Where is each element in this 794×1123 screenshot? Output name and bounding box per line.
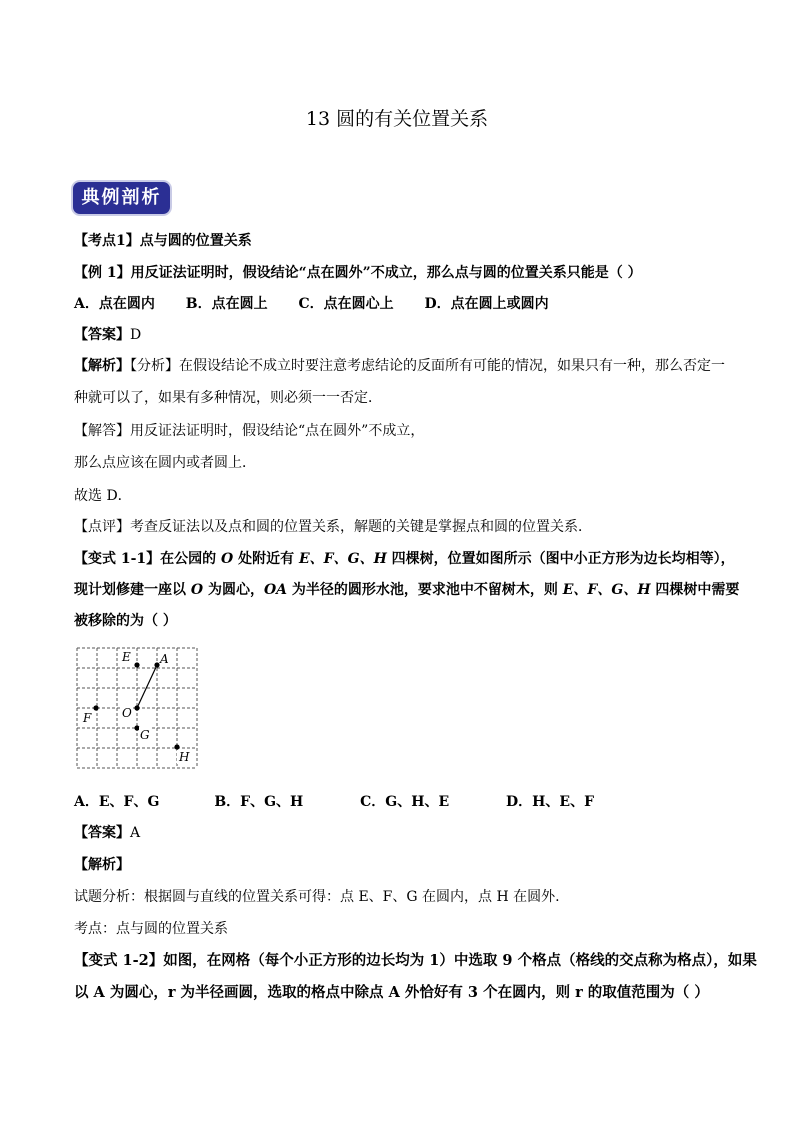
example-1-analysis-line-2: 种就可以了，如果有多种情况，则必须一一否定． <box>74 390 382 406</box>
example-1-solve-line-1: 【解答】用反证法证明时，假设结论“点在圆外”不成立， <box>74 423 425 439</box>
example-1-options <box>74 293 549 313</box>
variant-1-1-question-line-1 <box>74 548 735 568</box>
page-title: 13 圆的有关位置关系 <box>305 108 489 130</box>
answer-tag: 【答案】 <box>74 825 130 841</box>
option-d: D．H、E、F <box>506 794 595 810</box>
point-g-dot <box>134 725 139 730</box>
label-o: O <box>122 706 132 720</box>
q-text: 在公园的 <box>160 551 222 567</box>
example-1-solve-line-2: 那么点应该在圆内或者圆上． <box>74 455 256 471</box>
point-o-dot <box>134 705 139 710</box>
q-text: 为半径的圆形水池，要求池中不留树木，则 <box>287 582 563 598</box>
example-1-solve-line-3: 故选 D． <box>74 488 132 504</box>
grid-figure <box>76 647 198 769</box>
point-f-dot <box>93 705 98 710</box>
option-a: A．点在圆内 <box>74 296 155 312</box>
trees-label: E、F、G、H <box>562 582 651 598</box>
label-e: E <box>122 650 131 664</box>
point-o: O <box>221 551 234 567</box>
variant-1-2-question-line-2: 以 A 为圆心，r 为半径画圆，选取的格点中除点 A 外恰好有 3 个在圆内，则 r 的取值范围为（ ） <box>74 984 709 1001</box>
option-a: A．E、F、G <box>74 794 160 810</box>
example-tag: 【例 1】 <box>74 265 131 281</box>
q-text: 现计划修建一座以 <box>74 582 191 598</box>
q-text: 如图，在网格（每个小正方形的边长均为 1）中选取 9 个格点（格线的交点称为格点），如果 <box>163 952 757 969</box>
option-d: D．点在圆上或圆内 <box>424 296 549 312</box>
q-text: 四棵树，位置如图所示（图中小正方形为边长均相等）， <box>386 551 735 567</box>
variant-tag: 【变式 1-2】 <box>74 952 164 969</box>
trees-label: E、F、G、H <box>299 551 387 567</box>
variant-1-1-question-line-3: 被移除的为（ ） <box>74 613 177 629</box>
label-h: H <box>179 750 190 764</box>
question-text: 用反证法证明时，假设结论“点在圆外”不成立，那么点与圆的位置关系只能是（ ） <box>130 265 642 281</box>
variant-1-1-kaodian: 考点：点与圆的位置关系 <box>74 921 228 937</box>
variant-1-1-analysis: 试题分析：根据圆与直线的位置关系可得：点 E、F、G 在圆内，点 H 在圆外. <box>74 889 560 905</box>
variant-1-1-answer <box>74 822 140 842</box>
analysis-text: 【分析】在假设结论不成立时要注意考虑结论的反面所有可能的情况，如果只有一种，那么否定一 <box>130 358 725 374</box>
segment-oa: OA <box>263 582 288 598</box>
variant-1-1-question-line-2 <box>74 579 739 599</box>
option-b: B．点在圆上 <box>185 296 268 312</box>
option-c: C．G、H、E <box>360 794 450 810</box>
point-h-dot <box>174 744 179 749</box>
variant-tag: 【变式 1-1】 <box>74 551 161 567</box>
example-1-analysis-line-1 <box>74 355 725 375</box>
option-c: C．点在圆心上 <box>298 296 394 312</box>
analysis-tag: 【解析】 <box>74 358 130 374</box>
answer-tag: 【答案】 <box>74 327 130 343</box>
option-b: B．F、G、H <box>214 794 304 810</box>
label-a: A <box>160 652 169 666</box>
answer-value: A <box>130 825 141 841</box>
point-a-dot <box>154 662 159 667</box>
kaodian-heading: 【考点1】点与圆的位置关系 <box>74 233 252 249</box>
segment-oa-line <box>137 665 157 708</box>
label-f: F <box>83 711 92 725</box>
point-e-dot <box>134 662 139 667</box>
variant-1-2-question-line-1 <box>74 949 757 970</box>
variant-1-1-options <box>74 791 594 811</box>
example-1-answer <box>74 324 141 344</box>
label-g: G <box>140 728 150 742</box>
answer-value: D <box>130 327 142 343</box>
q-text: 四棵树中需要 <box>650 582 740 598</box>
variant-1-1-analysis-tag: 【解析】 <box>74 857 130 873</box>
section-banner: 典例剖析 <box>73 182 170 214</box>
q-text: 处附近有 <box>233 551 299 567</box>
example-1-comment: 【点评】考查反证法以及点和圆的位置关系，解题的关键是掌握点和圆的位置关系． <box>74 519 592 535</box>
example-1-question <box>74 262 642 282</box>
point-o: O <box>190 582 204 598</box>
q-text: 为圆心， <box>203 582 264 598</box>
